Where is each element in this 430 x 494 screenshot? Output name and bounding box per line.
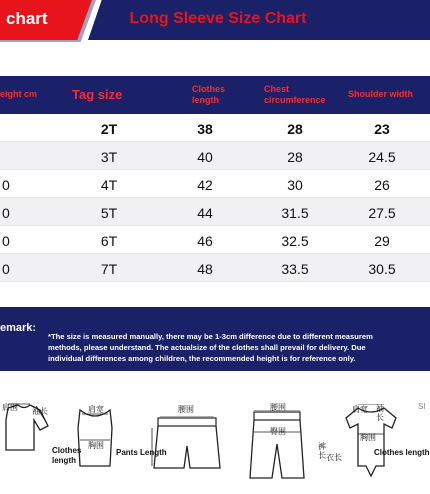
measurement-diagrams bbox=[0, 388, 430, 494]
vest-diagram bbox=[70, 408, 120, 470]
cell-height: 0 bbox=[2, 205, 10, 221]
cell-tag: 4T bbox=[100, 177, 118, 193]
table-row bbox=[0, 142, 430, 170]
header-clothes-length: Clothes length bbox=[192, 84, 226, 105]
f3-pants-length-label: Pants Length bbox=[116, 448, 167, 457]
table-row bbox=[0, 198, 430, 226]
page-title: Long Sleeve Size Chart bbox=[129, 10, 307, 27]
cell-tag: 7T bbox=[100, 261, 118, 277]
f5-sleeve-label: 袖长 bbox=[376, 404, 384, 422]
f1-sleeve-label: 袖长 bbox=[32, 407, 48, 416]
cell-clothes-length: 44 bbox=[197, 205, 213, 221]
cell-chest: 31.5 bbox=[281, 205, 309, 221]
f5-shoulder-label: 肩宽 bbox=[352, 405, 368, 414]
f3-waist-label: 腰围 bbox=[178, 405, 194, 414]
size-table bbox=[0, 76, 430, 282]
cell-clothes-length: 40 bbox=[197, 149, 213, 165]
cell-shoulder: 23 bbox=[374, 121, 390, 137]
cell-height: 0 bbox=[2, 177, 10, 193]
cell-chest: 32.5 bbox=[281, 233, 309, 249]
f6-top-label: SI bbox=[418, 402, 426, 411]
table-row bbox=[0, 226, 430, 254]
cell-chest: 30 bbox=[287, 177, 303, 193]
cell-shoulder: 24.5 bbox=[368, 149, 396, 165]
cell-shoulder: 27.5 bbox=[368, 205, 396, 221]
cell-height: 0 bbox=[2, 261, 10, 277]
cell-tag: 2T bbox=[100, 121, 118, 137]
remark-label: emark: bbox=[0, 322, 37, 334]
f1-top-label: 肩围 bbox=[2, 403, 18, 412]
cell-chest: 28 bbox=[287, 121, 303, 137]
table-row bbox=[0, 114, 430, 142]
f2-chest-label: 胸围 bbox=[88, 441, 104, 450]
cell-shoulder: 30.5 bbox=[368, 261, 396, 277]
remark-text: *The size is measured manually, there may be 1-3cm difference due to different measurem methods, please understand. The actualsize of the clothes shall prevail for delivery. Due individual differences among children, the recommended height is for reference only. bbox=[48, 332, 373, 363]
cell-clothes-length: 42 bbox=[197, 177, 213, 193]
cell-shoulder: 26 bbox=[374, 177, 390, 193]
f4-waist-label: 腰围 bbox=[270, 403, 286, 412]
header-banner bbox=[0, 0, 430, 44]
f1-length-label: Clothes length bbox=[52, 446, 82, 465]
f2-shoulder-label: 肩宽 bbox=[88, 405, 104, 414]
header-chest-circumference: Chest circumference bbox=[264, 84, 326, 105]
table-row bbox=[0, 254, 430, 282]
f4-hip-label: 臀围 bbox=[270, 427, 286, 436]
cell-tag: 5T bbox=[100, 205, 118, 221]
cell-shoulder: 29 bbox=[374, 233, 390, 249]
cell-clothes-length: 38 bbox=[197, 121, 213, 137]
remark-box bbox=[0, 307, 430, 371]
cell-height: 0 bbox=[2, 233, 10, 249]
header-left-text: chart bbox=[6, 9, 48, 28]
romper-diagram bbox=[340, 404, 402, 484]
table-header-row bbox=[0, 76, 430, 114]
cell-tag: 6T bbox=[100, 233, 118, 249]
f5-length-label: 衣长 bbox=[326, 453, 342, 462]
pants-diagram bbox=[246, 410, 310, 482]
shorts-diagram bbox=[150, 416, 224, 472]
f5-chest-label: 胸围 bbox=[360, 433, 376, 442]
cell-tag: 3T bbox=[100, 149, 118, 165]
cell-clothes-length: 46 bbox=[197, 233, 213, 249]
header-shoulder-width: Shoulder width bbox=[348, 89, 413, 99]
header-tag-size: Tag size bbox=[72, 87, 123, 102]
cell-clothes-length: 48 bbox=[197, 261, 213, 277]
f5-clothes-length-label: Clothes length bbox=[374, 448, 430, 457]
f4-length-label: 裤长 bbox=[318, 442, 326, 460]
header-height: eight cm bbox=[0, 89, 38, 99]
table-row bbox=[0, 170, 430, 198]
cell-chest: 33.5 bbox=[281, 261, 309, 277]
cell-chest: 28 bbox=[287, 149, 303, 165]
